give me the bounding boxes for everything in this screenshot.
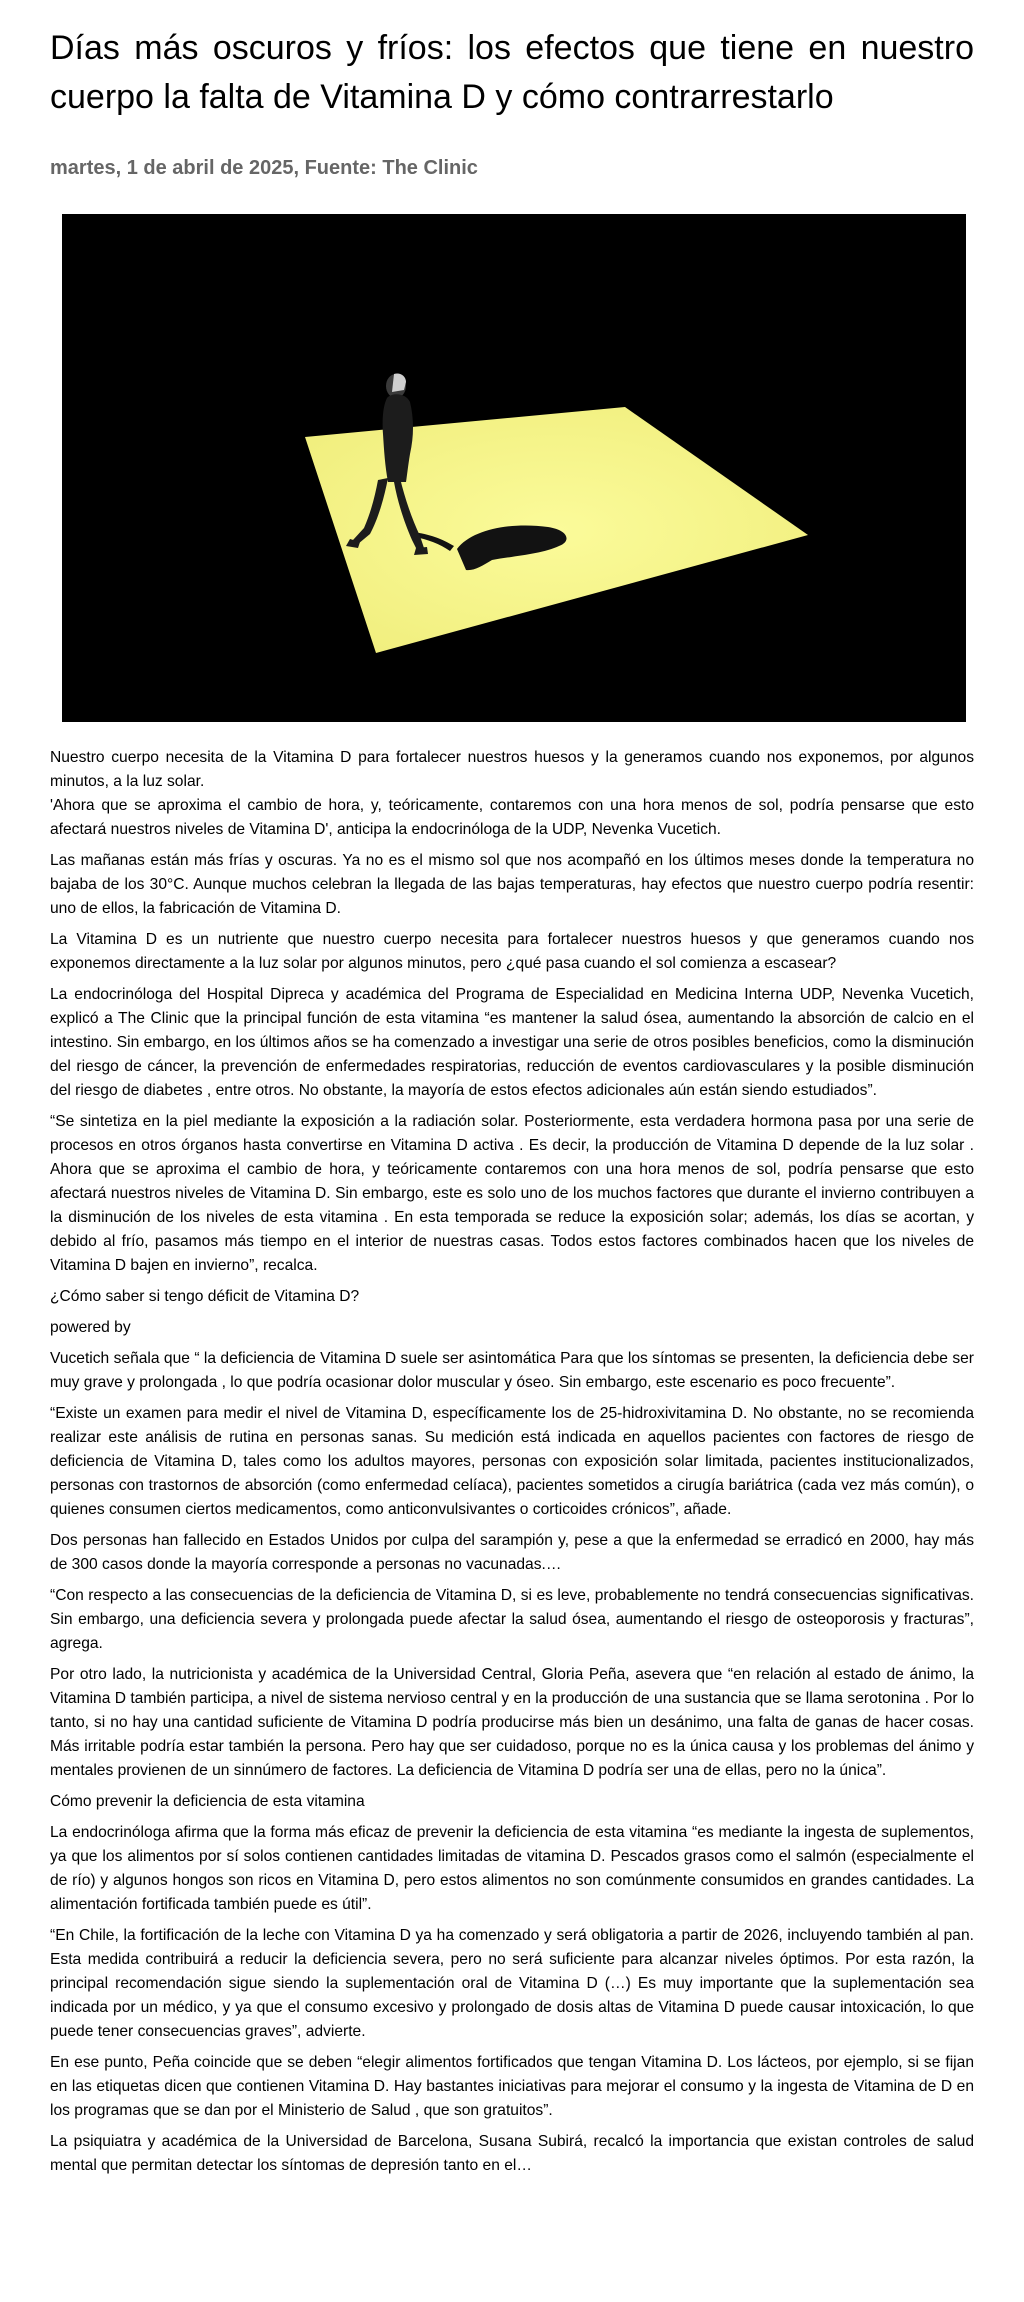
article-paragraph: La psiquiatra y académica de la Universidad de Barcelona, Susana Subirá, recalcó la importancia que existan controles de salud mental que permitan detectar los síntomas de depresión tanto en el… [50,2133,974,2174]
article-body [50,746,974,2178]
article-paragraph: En ese punto, Peña coincide que se deben “elegir alimentos fortificados que tengan Vitamina D. Los lácteos, por ejemplo, si se fijan en las etiquetas dicen que contienen Vitamina D. Hay bastantes iniciativas para mejorar el consumo y la ingesta de Vitamina de D en los programas que se dan por el Ministerio de Salud , que son gratuitos”. [50,2054,974,2119]
article-meta: martes, 1 de abril de 2025, Fuente: The Clinic [50,157,478,179]
article-image [62,214,966,722]
section-heading: Cómo prevenir la deficiencia de esta vitamina [50,1793,365,1810]
article-paragraph: La endocrinóloga del Hospital Dipreca y académica del Programa de Especialidad en Medicina Interna UDP, Nevenka Vucetich, explicó a The Clinic que la principal función de esta vitamina “es mantener la salud ósea, aumentando la absorción de calcio en el intestino. Sin embargo, en los últimos años se ha comenzado a investigar una serie de otros posibles beneficios, como la disminución del riesgo de cáncer, la prevención de enfermedades respiratorias, reducción de eventos cardiovasculares y la posible disminución del riesgo de diabetes , entre otros. No obstante, la mayoría de estos efectos adicionales aún están siendo estudiados”. [50,986,975,1099]
article-paragraph: Nuestro cuerpo necesita de la Vitamina D para fortalecer nuestros huesos y la generamos cuando nos exponemos, por algunos minutos, a la luz solar. 'Ahora que se aproxima el cambio de hora, y, teóricamente, contaremos con una hora menos de sol, podría pensarse que esto afectará nuestros niveles de Vitamina D', anticipa la endocrinóloga de la UDP, Nevenka Vucetich. [50,749,974,838]
article-paragraph: “Se sintetiza en la piel mediante la exposición a la radiación solar. Posteriormente, esta verdadera hormona pasa por una serie de procesos en otros órganos hasta convertirse en Vitamina D activa . Es decir, la producción de Vitamina D depende de la luz solar . Ahora que se aproxima el cambio de hora, y teóricamente contaremos con una hora menos de sol, podría pensarse que esto afectará nuestros niveles de Vitamina D. Sin embargo, este es solo uno de los muchos factores que durante el invierno contribuyen a la disminución de los niveles de esta vitamina . En esta temporada se reduce la exposición solar; además, los días se acortan, y debido al frío, pasamos más tiempo en el interior de nuestras casas. Todos estos factores combinados hacen que los niveles de Vitamina D bajen en invierno”, recalca. [50,1113,974,1274]
article-paragraph: Vucetich señala que “ la deficiencia de Vitamina D suele ser asintomática Para que los síntomas se presenten, la deficiencia debe ser muy grave y prolongada , lo que podría ocasionar dolor muscular y óseo. Sin embargo, este escenario es poco frecuente”. [50,1350,974,1391]
related-teaser: Dos personas han fallecido en Estados Unidos por culpa del sarampión y, pese a que la enfermedad se erradicó en 2000, hay más de 300 casos donde la mayoría corresponde a personas no vacunadas.… [50,1532,974,1573]
article-paragraph: “Existe un examen para medir el nivel de Vitamina D, específicamente los de 25-hidroxivitamina D. No obstante, no se recomienda realizar este análisis de rutina en personas sanas. Su medición está indicada en aquellos pacientes con factores de riesgo de deficiencia de Vitamina D, tales como los adultos mayores, personas con exposición solar limitada, pacientes institucionalizados, personas con trastornos de absorción (como enfermedad celíaca), pacientes sometidos a cirugía bariátrica (cada vez más común), o quienes consumen ciertos medicamentos, como anticonvulsivantes o corticoides crónicos”, añade. [50,1405,974,1518]
article-paragraph: “En Chile, la fortificación de la leche con Vitamina D ya ha comenzado y será obligatoria a partir de 2026, incluyendo también al pan. Esta medida contribuirá a reducir la deficiencia severa, pero no será suficiente para alcanzar niveles óptimos. Por esta razón, la principal recomendación sigue siendo la suplementación oral de Vitamina D (…) Es muy importante que la suplementación sea indicada por un médico, y ya que el consumo excesivo y prolongado de dosis altas de Vitamina D puede causar intoxicación, lo que puede tener consecuencias graves”, advierte. [50,1927,974,2040]
article-paragraph: Las mañanas están más frías y oscuras. Ya no es el mismo sol que nos acompañó en los últimos meses donde la temperatura no bajaba de los 30°C. Aunque muchos celebran la llegada de las bajas temperaturas, hay efectos que nuestro cuerpo podría resentir: uno de ellos, la fabricación de Vitamina D. [50,852,974,917]
article-paragraph: La endocrinóloga afirma que la forma más eficaz de prevenir la deficiencia de esta vitamina “es mediante la ingesta de suplementos, ya que los alimentos por sí solos contienen cantidades limitadas de vitamina D. Pescados grasos como el salmón (especialmente el de río) y algunos hongos son ricos en Vitamina D, pero estos alimentos no son comúnmente consumidos en grandes cantidades. La alimentación fortificada también puede es útil”. [50,1824,974,1913]
illustration-person-walking-in-light [62,214,966,722]
article-paragraph: Por otro lado, la nutricionista y académica de la Universidad Central, Gloria Peña, asevera que “en relación al estado de ánimo, la Vitamina D también participa, a nivel de sistema nervioso central y en la producción de una sustancia que se llama serotonina . Por lo tanto, si no hay una cantidad suficiente de Vitamina D podría producirse más bien un desánimo, una falta de ganas de hacer cosas. Más irritable podría estar también la persona. Pero hay que ser cuidadoso, porque no es la única causa y los problemas del ánimo y mentales provienen de un sinnúmero de factores. La deficiencia de Vitamina D podría ser una de ellas, pero no la única”. [50,1666,974,1779]
article-paragraph: “Con respecto a las consecuencias de la deficiencia de Vitamina D, si es leve, probablemente no tendrá consecuencias significativas. Sin embargo, una deficiencia severa y prolongada puede afectar la salud ósea, aumentando el riesgo de osteoporosis y fracturas”, agrega. [50,1587,974,1652]
powered-by-label: powered by [50,1319,131,1336]
article-title: Días más oscuros y fríos: los efectos que tiene en nuestro cuerpo la falta de Vitamina D y cómo contrarrestarlo [50,29,974,116]
article-paragraph: La Vitamina D es un nutriente que nuestro cuerpo necesita para fortalecer nuestros huesos y que generamos cuando nos exponemos directamente a la luz solar por algunos minutos, pero ¿qué pasa cuando el sol comienza a escasear? [50,931,974,972]
section-heading: ¿Cómo saber si tengo déficit de Vitamina D? [50,1288,360,1305]
